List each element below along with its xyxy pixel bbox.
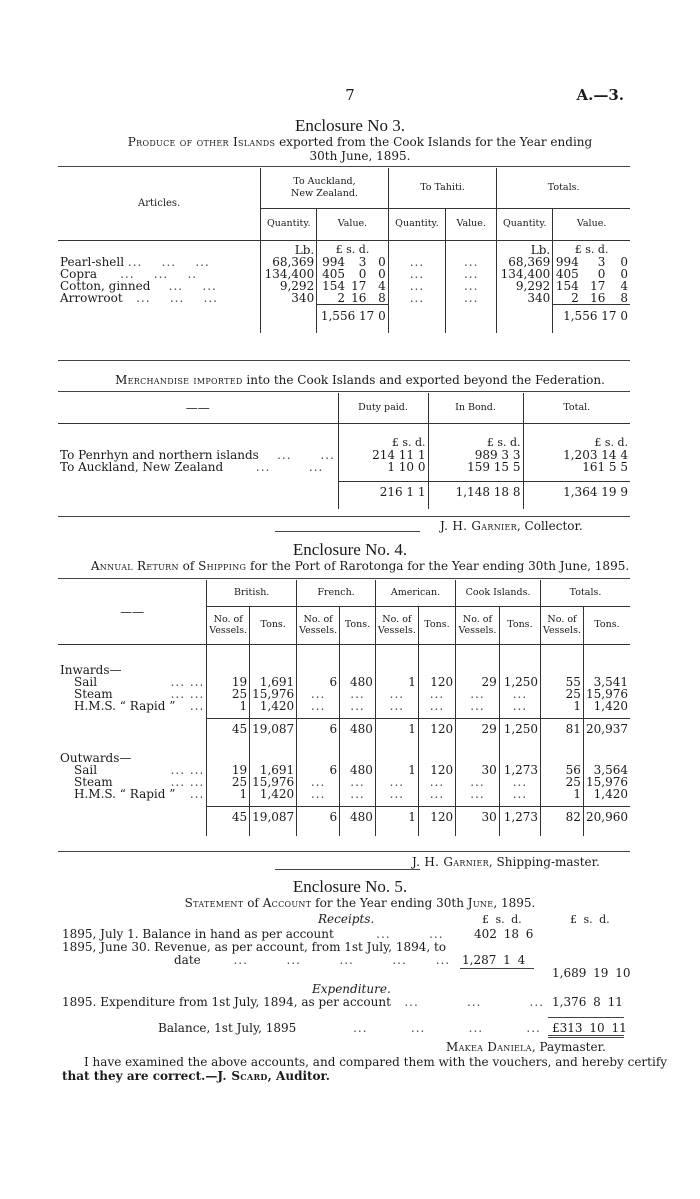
- total-cell: 161 5 5: [523, 461, 630, 473]
- col-value: Value.: [317, 208, 389, 240]
- vessels-cell: ...: [375, 700, 418, 712]
- vessels-cell: 1: [207, 700, 250, 712]
- tons-cell: 3,541: [583, 676, 630, 688]
- signature-role: , Shipping-master.: [488, 855, 600, 869]
- tons-cell: 1,420: [250, 788, 297, 800]
- article-name: Copra: [60, 267, 97, 281]
- table-row: To Auckland, New Zealand ... ... 1 10 0 159 15 5 161 5 5: [60, 460, 628, 474]
- unit-lb: Lb.: [497, 240, 553, 256]
- vessels-cell: ...: [375, 688, 418, 700]
- entry-text: Balance, 1st July, 1895: [158, 1021, 297, 1035]
- table-row: Pearl-shell ... ... ... 68,369 994 3 0 ... ... 68,369 994 3 0: [60, 255, 628, 269]
- double-rule: [548, 1035, 624, 1036]
- duty-cell: 214 11 1: [338, 449, 428, 461]
- signature-name: Makea Daniela: [446, 1040, 532, 1054]
- vessels-cell: ...: [375, 776, 418, 788]
- vessels-cell: 19: [207, 764, 250, 776]
- unit-lb: Lb.: [261, 240, 317, 256]
- bond-cell: 989 3 3: [428, 449, 523, 461]
- tons-cell: 1,691: [250, 676, 297, 688]
- page-number: 7: [345, 86, 355, 104]
- col-duty-paid: Duty paid.: [338, 393, 428, 423]
- tons-total-cell: 480: [340, 718, 376, 740]
- vessels-total-cell: 82: [541, 806, 584, 828]
- entry-text: Balance in hand as per account: [142, 927, 334, 941]
- col-nation: American.: [375, 580, 455, 606]
- vessels-cell: ...: [297, 700, 340, 712]
- audit-text: , Auditor.: [267, 1069, 330, 1083]
- expenditure-amount: 1,376 8 11: [552, 995, 623, 1009]
- shillings-cell: 16: [590, 291, 606, 305]
- merchandise-title: [40, 373, 680, 387]
- shillings-cell: 17: [590, 279, 606, 293]
- tons-cell: 480: [340, 764, 376, 776]
- pence-cell: 4: [378, 279, 386, 293]
- outwards-total-row: [58, 806, 630, 828]
- pounds-cell: 2: [553, 292, 581, 305]
- tons-cell: ...: [499, 776, 540, 788]
- tons-total-cell: 20,937: [583, 718, 630, 740]
- receipt-line-1: 1895, July 1. Balance in hand as per account ... ...: [62, 927, 444, 941]
- auditor-name: J. Scard: [217, 1069, 268, 1083]
- subtitle-text: exported from the Cook Islands for the Year ending: [279, 135, 593, 149]
- vessels-cell: 29: [456, 676, 500, 688]
- vessels-total-cell: 30: [456, 806, 500, 828]
- row-label: To Penrhyn and northern islands: [60, 448, 259, 462]
- inwards-label: Inwards—: [60, 663, 122, 677]
- table-row: Steam ... ... 25 15,976 ... ... ... ... ... ... 25 15,976: [74, 687, 628, 701]
- tons-total-cell: 19,087: [250, 718, 297, 740]
- tons-total-cell: 20,960: [583, 806, 630, 828]
- vessels-cell: ...: [375, 788, 418, 800]
- tons-cell: 1,420: [250, 700, 297, 712]
- balance-amount: £313 10 11: [552, 1021, 627, 1035]
- vessels-cell: 1: [541, 700, 584, 712]
- enclosure-3-subtitle: [60, 135, 660, 163]
- col-articles: Articles.: [58, 168, 261, 240]
- col-dash: ——: [58, 393, 338, 423]
- outwards-label: Outwards—: [60, 751, 132, 765]
- duty-cell: 1 10 0: [338, 461, 428, 473]
- expenditure-line: 1895. Expenditure from 1st July, 1894, as per account ... ... ...: [62, 995, 544, 1009]
- vessels-total-cell: 1: [375, 718, 418, 740]
- unit-lsd: £ s. d.: [482, 913, 522, 926]
- subtitle-text: of: [247, 896, 259, 910]
- shillings-cell: 17: [351, 279, 367, 293]
- table-row: Cotton, ginned ... ... 9,292 154 17 4 ... ... 9,292 154 17 4: [60, 279, 628, 293]
- unit-lsd: £ s. d.: [317, 240, 389, 256]
- entry-text: Revenue, as per account, from 1st July, 1894, to: [154, 940, 447, 954]
- vessels-cell: 19: [207, 676, 250, 688]
- tons-cell: 15,976: [250, 688, 297, 700]
- col-tons: Tons.: [250, 606, 297, 644]
- col-in-bond: In Bond.: [428, 393, 523, 423]
- col-vessels: No. of Vessels.: [297, 606, 340, 644]
- col-vessels: No. of Vessels.: [375, 606, 418, 644]
- tons-cell: 15,976: [583, 688, 630, 700]
- grand-total: 1,556 17 0: [553, 305, 630, 327]
- tons-cell: 3,564: [583, 764, 630, 776]
- pence-cell: 0: [620, 267, 628, 281]
- table-row: H.M.S. “ Rapid ” ... 1 1,420 ... ... ... ... ... ... 1 1,420: [74, 787, 628, 801]
- col-totals: Totals.: [497, 168, 630, 208]
- vessels-cell: ...: [297, 776, 340, 788]
- vessels-total-cell: 45: [207, 806, 250, 828]
- pence-cell: 8: [620, 291, 628, 305]
- unit-lsd: £ s. d.: [523, 423, 630, 449]
- subtitle-small-caps: Annual Return: [90, 559, 179, 573]
- sum-rule: [548, 1017, 624, 1018]
- col-nation: Totals.: [541, 580, 630, 606]
- table-row: Steam ... ... 25 15,976 ... ... ... ... ... ... 25 15,976: [74, 775, 628, 789]
- tons-cell: 15,976: [250, 776, 297, 788]
- col-nation: Cook Islands.: [456, 580, 541, 606]
- tons-cell: 1,420: [583, 788, 630, 800]
- vessels-cell: 1: [207, 788, 250, 800]
- vessels-cell: 1: [541, 788, 584, 800]
- col-nation: British.: [207, 580, 297, 606]
- vessels-cell: ...: [456, 776, 500, 788]
- tons-total-cell: 1,250: [499, 718, 540, 740]
- title-small-caps: Merchandise imported: [115, 373, 243, 387]
- tons-cell: ...: [499, 688, 540, 700]
- shillings-cell: 0: [358, 267, 367, 281]
- col-vessels: No. of Vessels.: [456, 606, 500, 644]
- tons-cell: ...: [340, 776, 376, 788]
- vessels-cell: ...: [297, 788, 340, 800]
- vessels-cell: 1: [375, 764, 418, 776]
- tons-total-cell: 120: [418, 806, 455, 828]
- vessels-total-cell: 6: [297, 718, 340, 740]
- total-cell: 1,203 14 4: [523, 449, 630, 461]
- quantity-cell: 9,292: [497, 280, 553, 292]
- tons-total-cell: 120: [418, 718, 455, 740]
- vessels-total-cell: 1: [375, 806, 418, 828]
- tons-cell: ...: [340, 788, 376, 800]
- table-bottom-rule: [58, 516, 630, 517]
- pounds-cell: 154: [317, 280, 347, 292]
- vessels-cell: 1: [375, 676, 418, 688]
- pence-cell: 0: [378, 255, 386, 269]
- receipt-amount-2: 1,287 1 4: [462, 953, 526, 967]
- tons-cell: 120: [418, 764, 455, 776]
- tons-total-cell: 1,273: [499, 806, 540, 828]
- vessels-total-cell: 81: [541, 718, 584, 740]
- paymaster-signature: [446, 1040, 606, 1054]
- vessels-cell: 6: [297, 676, 340, 688]
- title-text: into the Cook Islands and exported beyond the Federation.: [246, 373, 605, 387]
- shillings-cell: 0: [597, 267, 606, 281]
- vessels-cell: 25: [541, 776, 584, 788]
- receipt-line-2: [62, 940, 446, 954]
- enclosure-4-subtitle: [40, 559, 680, 573]
- tons-cell: ...: [418, 688, 455, 700]
- tons-cell: ...: [340, 688, 376, 700]
- table-row: Sail ... ... 19 1,691 6 480 1 120 29 1,250 55 3,541: [74, 675, 628, 689]
- receipts-heading: Receipts.: [318, 912, 375, 926]
- quantity-cell: 340: [497, 292, 553, 305]
- vessels-cell: 25: [207, 688, 250, 700]
- enclosure-5-title: Enclosure No. 5.: [292, 877, 408, 896]
- tons-cell: 1,420: [583, 700, 630, 712]
- col-tahiti: To Tahiti.: [388, 168, 497, 208]
- vessels-cell: 6: [297, 764, 340, 776]
- tons-cell: ...: [418, 788, 455, 800]
- vessels-total-cell: 6: [297, 806, 340, 828]
- article-name: Pearl-shell: [60, 255, 125, 269]
- entry-text: Expenditure from 1st July, 1894, as per account: [100, 995, 391, 1009]
- tons-cell: 15,976: [583, 776, 630, 788]
- quantity-cell: 134,400: [497, 268, 553, 280]
- entry-text: date: [174, 953, 201, 967]
- article-name: Cotton, ginned: [60, 279, 151, 293]
- unit-lsd: £ s. d.: [570, 913, 610, 926]
- pence-cell: 0: [620, 255, 628, 269]
- tons-cell: 1,273: [499, 764, 540, 776]
- subtitle-small-caps: Statement: [184, 896, 244, 910]
- subtitle-date: 30th June, 1895.: [309, 149, 411, 163]
- outwards-rows: [58, 764, 630, 800]
- vessels-cell: 25: [541, 688, 584, 700]
- produce-table: [58, 168, 630, 333]
- subtitle-text: of: [182, 559, 195, 573]
- tons-total-cell: 19,087: [250, 806, 297, 828]
- tons-cell: 1,250: [499, 676, 540, 688]
- quantity-cell: 134,400: [261, 268, 317, 280]
- entry-date: 1895.: [62, 995, 97, 1009]
- pounds-cell: 405: [317, 268, 347, 280]
- row-label: Steam: [74, 775, 113, 789]
- article-name: Arrowroot: [60, 291, 123, 306]
- row-label: H.M.S. “ Rapid ”: [74, 787, 176, 801]
- tons-cell: ...: [499, 700, 540, 712]
- pounds-cell: 994: [553, 256, 581, 268]
- shillings-cell: 3: [597, 255, 606, 269]
- table-top-rule: [58, 578, 630, 579]
- quantity-cell: 9,292: [261, 280, 317, 292]
- tons-cell: 480: [340, 676, 376, 688]
- subtitle-text: for the Port of Rarotonga for the Year ending 30th June, 1895.: [250, 559, 630, 573]
- tons-cell: ...: [499, 788, 540, 800]
- row-label: Sail: [74, 675, 98, 689]
- pounds-cell: 2: [317, 292, 347, 305]
- unit-lsd: £ s. d.: [338, 423, 428, 449]
- enclosure-3-title: Enclosure No 3.: [294, 116, 405, 135]
- col-total: Total.: [523, 393, 630, 423]
- vessels-cell: 30: [456, 764, 500, 776]
- row-label: H.M.S. “ Rapid ”: [74, 699, 176, 713]
- sum-bond: 1,148 18 8: [428, 481, 523, 503]
- table-top-rule: [58, 391, 630, 392]
- vessels-cell: ...: [456, 700, 500, 712]
- row-label: Steam: [74, 687, 113, 701]
- receipt-amount-1: 402 18 6: [474, 927, 534, 941]
- separator-rule: [275, 869, 420, 870]
- tons-total-cell: 480: [340, 806, 376, 828]
- vessels-cell: ...: [456, 788, 500, 800]
- table-row: Arrowroot ... ... ... 340 2 16 8 ... ... 340 2 16 8: [60, 291, 628, 306]
- tons-cell: 1,691: [250, 764, 297, 776]
- quantity-cell: 68,369: [497, 256, 553, 268]
- col-value: Value.: [446, 208, 497, 240]
- table-row: Sail ... ... 19 1,691 6 480 1 120 30 1,273 56 3,564: [74, 763, 628, 777]
- shillings-cell: 16: [351, 291, 367, 305]
- col-quantity: Quantity.: [388, 208, 445, 240]
- expenditure-heading: Expenditure.: [312, 982, 391, 996]
- pounds-cell: 994: [317, 256, 347, 268]
- quantity-cell: 68,369: [261, 256, 317, 268]
- sum-duty: 216 1 1: [338, 481, 428, 503]
- page-reference: A.—3.: [576, 86, 624, 104]
- signature-name: J. H. Garnier: [412, 855, 489, 869]
- pence-cell: 8: [378, 291, 386, 305]
- row-label: Sail: [74, 763, 98, 777]
- table-bottom-rule: [58, 360, 630, 361]
- col-tons: Tons.: [583, 606, 630, 644]
- col-nation: French.: [297, 580, 376, 606]
- tons-cell: ...: [418, 776, 455, 788]
- unit-lsd: £ s. d.: [428, 423, 523, 449]
- pounds-cell: 154: [553, 280, 581, 292]
- unit-lsd: £ s. d.: [553, 240, 630, 256]
- col-tons: Tons.: [418, 606, 455, 644]
- quantity-cell: 340: [261, 292, 317, 305]
- row-label: To Auckland, New Zealand: [60, 460, 224, 474]
- audit-line-2: [62, 1069, 330, 1083]
- receipts-total: 1,689 19 10: [552, 966, 631, 980]
- col-auckland: To Auckland, New Zealand.: [261, 168, 388, 208]
- entry-date: 1895, July 1.: [62, 927, 139, 941]
- tons-cell: ...: [340, 700, 376, 712]
- table-top-rule: [58, 166, 630, 167]
- col-vessels: No. of Vessels.: [541, 606, 584, 644]
- subtitle-text: for the Year ending 30th: [315, 896, 464, 910]
- col-dash: ——: [58, 580, 207, 644]
- inwards-total-row: [58, 718, 630, 740]
- inwards-rows: [58, 676, 630, 712]
- bond-cell: 159 15 5: [428, 461, 523, 473]
- auckland-total: 1,556 17 0: [317, 305, 389, 327]
- sum-rule: [460, 968, 534, 969]
- double-rule: [548, 1037, 624, 1038]
- shillings-cell: 3: [358, 255, 367, 269]
- vessels-total-cell: 45: [207, 718, 250, 740]
- pence-cell: 0: [378, 267, 386, 281]
- signature-name: J. H. Garnier: [440, 519, 517, 533]
- table-bottom-rule: [58, 851, 630, 852]
- subtitle-text: , 1895.: [493, 896, 536, 910]
- separator-rule: [275, 531, 420, 532]
- subtitle-small-caps: June: [467, 896, 494, 910]
- entry-date: 1895, June 30.: [62, 940, 151, 954]
- pence-cell: 4: [620, 279, 628, 293]
- table-row: H.M.S. “ Rapid ” ... 1 1,420 ... ... ... ... ... ... 1 1,420: [74, 699, 628, 713]
- collector-signature: [440, 519, 583, 533]
- vessels-cell: ...: [297, 688, 340, 700]
- subtitle-small-caps: Shipping: [198, 559, 247, 573]
- col-tons: Tons.: [340, 606, 376, 644]
- merchandise-table: [58, 393, 630, 509]
- audit-line-1: I have examined the above accounts, and compared them with the vouchers, and hereby certify: [84, 1055, 668, 1069]
- col-quantity: Quantity.: [261, 208, 317, 240]
- shipping-table: [58, 580, 630, 836]
- vessels-cell: 25: [207, 776, 250, 788]
- enclosure-5-subtitle: [60, 896, 660, 910]
- col-quantity: Quantity.: [497, 208, 553, 240]
- enclosure-4-title: Enclosure No. 4.: [292, 540, 408, 559]
- vessels-cell: ...: [456, 688, 500, 700]
- col-vessels: No. of Vessels.: [207, 606, 250, 644]
- sum-total: 1,364 19 9: [523, 481, 630, 503]
- subtitle-small-caps: Produce of other Islands: [127, 135, 276, 149]
- vessels-cell: 55: [541, 676, 584, 688]
- audit-text: that they are correct.—: [62, 1069, 218, 1083]
- receipt-line-2-cont: date ... ... ... ... ...: [174, 953, 451, 967]
- signature-role: , Paymaster.: [531, 1040, 606, 1054]
- signature-role: , Collector.: [516, 519, 583, 533]
- vessels-cell: 56: [541, 764, 584, 776]
- col-value: Value.: [553, 208, 630, 240]
- subtitle-small-caps: Account: [262, 896, 312, 910]
- tons-cell: ...: [418, 700, 455, 712]
- balance-line: Balance, 1st July, 1895 ... ... ... ...: [158, 1021, 541, 1035]
- col-tons: Tons.: [499, 606, 540, 644]
- table-row: To Penrhyn and northern islands ... ... 214 11 1 989 3 3 1,203 14 4: [60, 448, 628, 462]
- vessels-total-cell: 29: [456, 718, 500, 740]
- pounds-cell: 405: [553, 268, 581, 280]
- table-row: Copra ... ... .. 134,400 405 0 0 ... ... 134,400 405 0 0: [60, 267, 628, 281]
- tons-cell: 120: [418, 676, 455, 688]
- shipping-master-signature: [412, 855, 600, 869]
